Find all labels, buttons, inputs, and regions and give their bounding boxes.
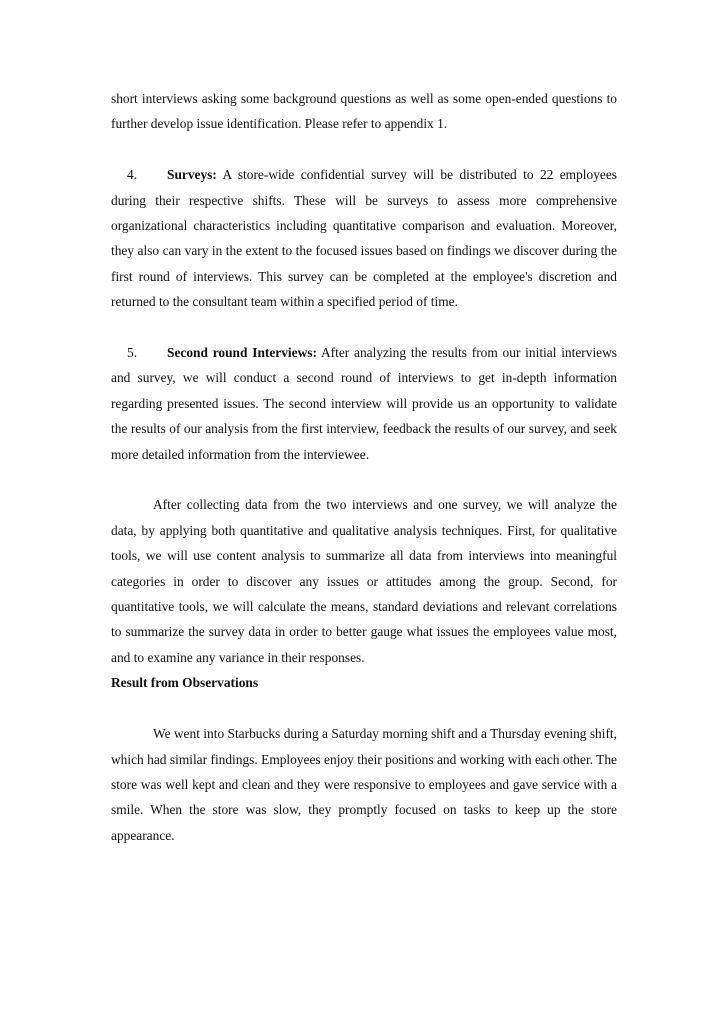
document-page bbox=[111, 86, 617, 848]
list-item-text: After analyzing the results from our initial interviews and survey, we will conduct a second round of interviews to get in-depth information regarding presented issues. The second interview will provide us an opportunity to validate the results of our analysis from the first interview, feedback the results of our survey, and seek more detailed information from the interviewee. bbox=[111, 345, 617, 462]
list-item-second-round-interviews bbox=[111, 340, 617, 467]
paragraph-analysis: After collecting data from the two interviews and one survey, we will analyze the data, by applying both quantitative and qualitative analysis techniques. First, for qualitative tools, we will use content analysis to summarize all data from interviews into meaningful categories in order to discover any issues or attitudes among the group. Second, for quantitative tools, we will calculate the means, standard deviations and relevant correlations to summarize the survey data in order to better gauge what issues the employees value most, and to examine any variance in their responses. bbox=[111, 497, 617, 665]
paragraph-interviews-continued: short interviews asking some background questions as well as some open-ended questions to further develop issue identification. Please refer to appendix 1. bbox=[111, 91, 617, 132]
list-number: 5. bbox=[127, 345, 138, 361]
list-item-text: A store-wide confidential survey will be distributed to 22 employees during their respective shifts. These will be surveys to assess more comprehensive organizational characteristics including quantitative comparison and evaluation. Moreover, they also can vary in the extent to the focused issues based on findings we discover during the first round of interviews. This survey can be completed at the employee's discretion and returned to the consultant team within a specified period of time. bbox=[111, 167, 617, 310]
section-heading-observations: Result from Observations bbox=[111, 675, 259, 691]
list-item-title: Second round Interviews: bbox=[167, 345, 317, 361]
list-item-title: Surveys: bbox=[167, 167, 217, 183]
paragraph-observations: We went into Starbucks during a Saturday morning shift and a Thursday evening shift, which had similar findings. Employees enjoy their positions and working with each other. The store was well kept and clean and they were responsive to employees and gave service with a smile. When the store was slow, they promptly focused on tasks to keep up the store appearance. bbox=[111, 726, 617, 843]
list-number: 4. bbox=[127, 167, 138, 183]
list-item-surveys bbox=[111, 162, 617, 314]
